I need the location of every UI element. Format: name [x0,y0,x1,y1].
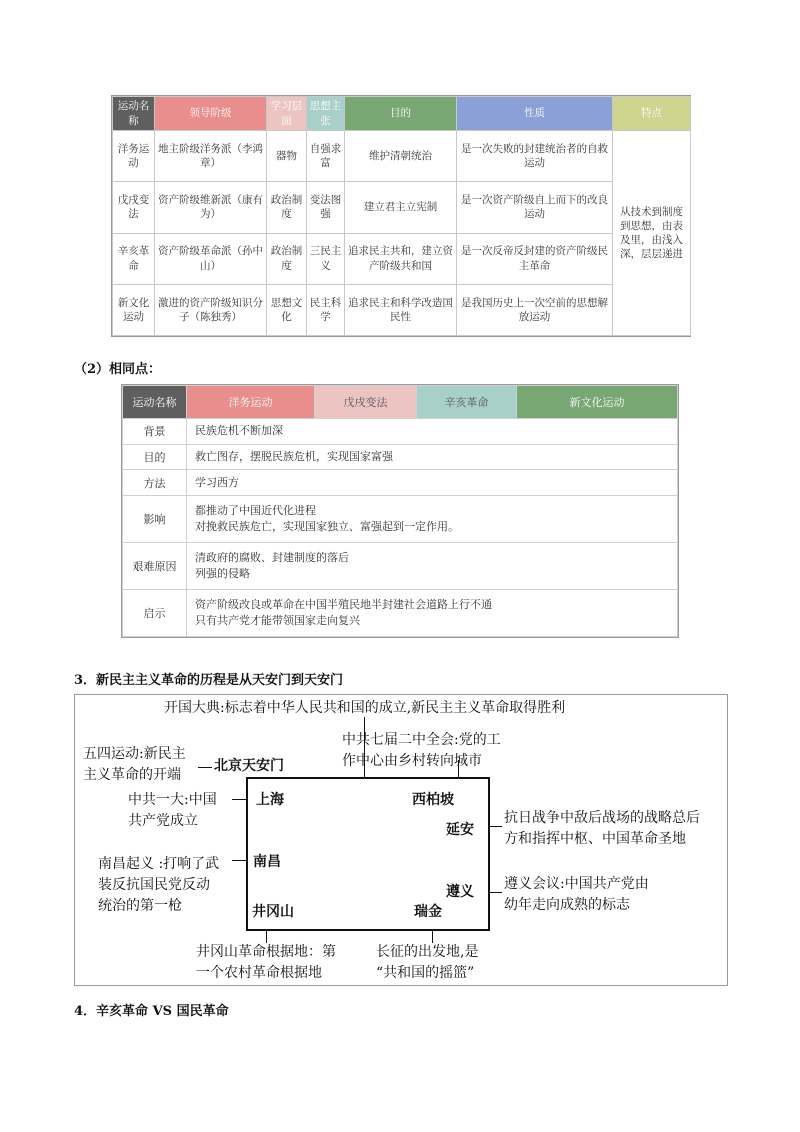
row-label: 目的 [123,444,187,470]
header-cell: 特点 [613,97,691,131]
row-value: 救亡图存，摆脱民族危机，实现国家富强 [187,444,678,470]
row-value: 都推动了中国近代化进程 对挽救民族危亡，实现国家独立、富强起到一定作用。 [187,495,678,542]
may-fourth-text: 五四运动:新民主 主义革命的开端 [83,746,186,783]
table-cell: 思想文化 [267,284,307,335]
table-row [123,589,678,636]
connector-line [490,892,502,893]
table-cell: 新文化运动 [113,284,155,335]
table-header-row [123,386,678,419]
table-cell: 戊戌变法 [113,182,155,233]
zunyi-label: 遵义 [446,884,474,900]
connector-line [232,799,246,800]
table-cell: 地主阶级洋务派（李鸿章） [155,131,267,182]
row-label: 启示 [123,589,187,636]
yanan-label: 延安 [446,822,474,838]
table-cell: 政治制度 [267,182,307,233]
section-heading-revolution-path: 3．新民主主义革命的历程是从天安门到天安门 [74,673,344,688]
header-cell: 辛亥革命 [417,386,517,419]
row-label: 艰难原因 [123,542,187,589]
row-label: 背景 [123,419,187,445]
table-cell: 政治制度 [267,233,307,284]
founding-ceremony-text: 开国大典:标志着中华人民共和国的成立,新民主主义革命取得胜利 [164,700,566,716]
comparison-table-2 [121,384,679,638]
table-row [123,542,678,589]
table-cell: 三民主义 [307,233,345,284]
header-cell: 新文化运动 [517,386,678,419]
table-header-row [113,97,691,131]
table-cell: 器物 [267,131,307,182]
connector-line [490,826,502,827]
table-row [113,131,691,182]
jinggangshan-label: 井冈山 [252,904,294,920]
header-cell: 运动名称 [123,386,187,419]
table-cell: 是一次反帝反封建的资产阶级民主革命 [457,233,613,284]
section-heading-similarities: （2）相同点： [74,362,162,377]
xibaipo-label: 西柏坡 [412,792,454,808]
yanan-description: 抗日战争中敌后战场的战略总后 方和指挥中枢、中国革命圣地 [504,810,700,847]
nanchang-uprising-text: 南昌起义 :打响了武 装反抗国民党反动 统治的第一枪 [98,856,220,914]
table-cell: 民主科学 [307,284,345,335]
jinggangshan-description: 井冈山革命根据地：第 一个农村革命根据地 [196,944,336,981]
ruijin-label: 瑞金 [414,904,442,920]
table-cell: 是一次失败的封建统治者的自救运动 [457,131,613,182]
table-cell: 自强求富 [307,131,345,182]
row-value: 清政府的腐败、封建制度的落后 列强的侵略 [187,542,678,589]
table-cell: 是我国历史上一次空前的思想解放运动 [457,284,613,335]
header-cell: 学习层面 [267,97,307,131]
header-cell: 思想主张 [307,97,345,131]
second-plenum-text: 中共七届二中全会:党的工 作中心由乡村转向城市 [342,732,501,769]
table-cell: 维护清朝统治 [345,131,457,182]
section-heading-comparison: 4．辛亥革命 VS 国民革命 [74,1004,229,1019]
header-cell: 运动名称 [113,97,155,131]
table-cell: 建立君主立宪制 [345,182,457,233]
feature-cell: 从技术到制度到思想，由表及里，由浅入深，层层递进 [613,131,691,336]
zunyi-description: 遵义会议:中国共产党由 幼年走向成熟的标志 [504,876,649,913]
table-cell: 资产阶级革命派（孙中山） [155,233,267,284]
first-congress-text: 中共一大:中国 共产党成立 [128,792,217,829]
table-cell: 洋务运动 [113,131,155,182]
table-cell: 是一次资产阶级自上而下的改良运动 [457,182,613,233]
header-cell: 洋务运动 [187,386,315,419]
beijing-tiananmen-label: 北京天安门 [214,758,284,774]
nanchang-label: 南昌 [253,854,281,870]
table-row [123,444,678,470]
table-row [123,470,678,496]
table-row [123,419,678,445]
connector-line [232,860,246,861]
row-value: 资产阶级改良或革命在中国半殖民地半封建社会道路上行不通 只有共产党才能带领国家走向复兴 [187,589,678,636]
ruijin-description: 长征的出发地,是 “共和国的摇篮” [376,944,479,981]
header-cell: 领导阶级 [155,97,267,131]
table-row [123,495,678,542]
header-cell: 性质 [457,97,613,131]
table-cell: 辛亥革命 [113,233,155,284]
table-cell: 追求民主共和，建立资产阶级共和国 [345,233,457,284]
table-cell: 资产阶级维新派（康有为） [155,182,267,233]
row-value: 民族危机不断加深 [187,419,678,445]
shanghai-label: 上海 [256,792,284,808]
table-row [113,182,691,233]
comparison-table-1 [111,95,691,337]
table-cell: 变法图强 [307,182,345,233]
header-cell: 戊戌变法 [315,386,417,419]
table-cell: 激进的资产阶级知识分子（陈独秀） [155,284,267,335]
table-row [113,284,691,335]
connector-line [198,767,212,768]
table-cell: 追求民主和科学改造国民性 [345,284,457,335]
table-row [113,233,691,284]
row-label: 影响 [123,495,187,542]
header-cell: 目的 [345,97,457,131]
row-label: 方法 [123,470,187,496]
row-value: 学习西方 [187,470,678,496]
